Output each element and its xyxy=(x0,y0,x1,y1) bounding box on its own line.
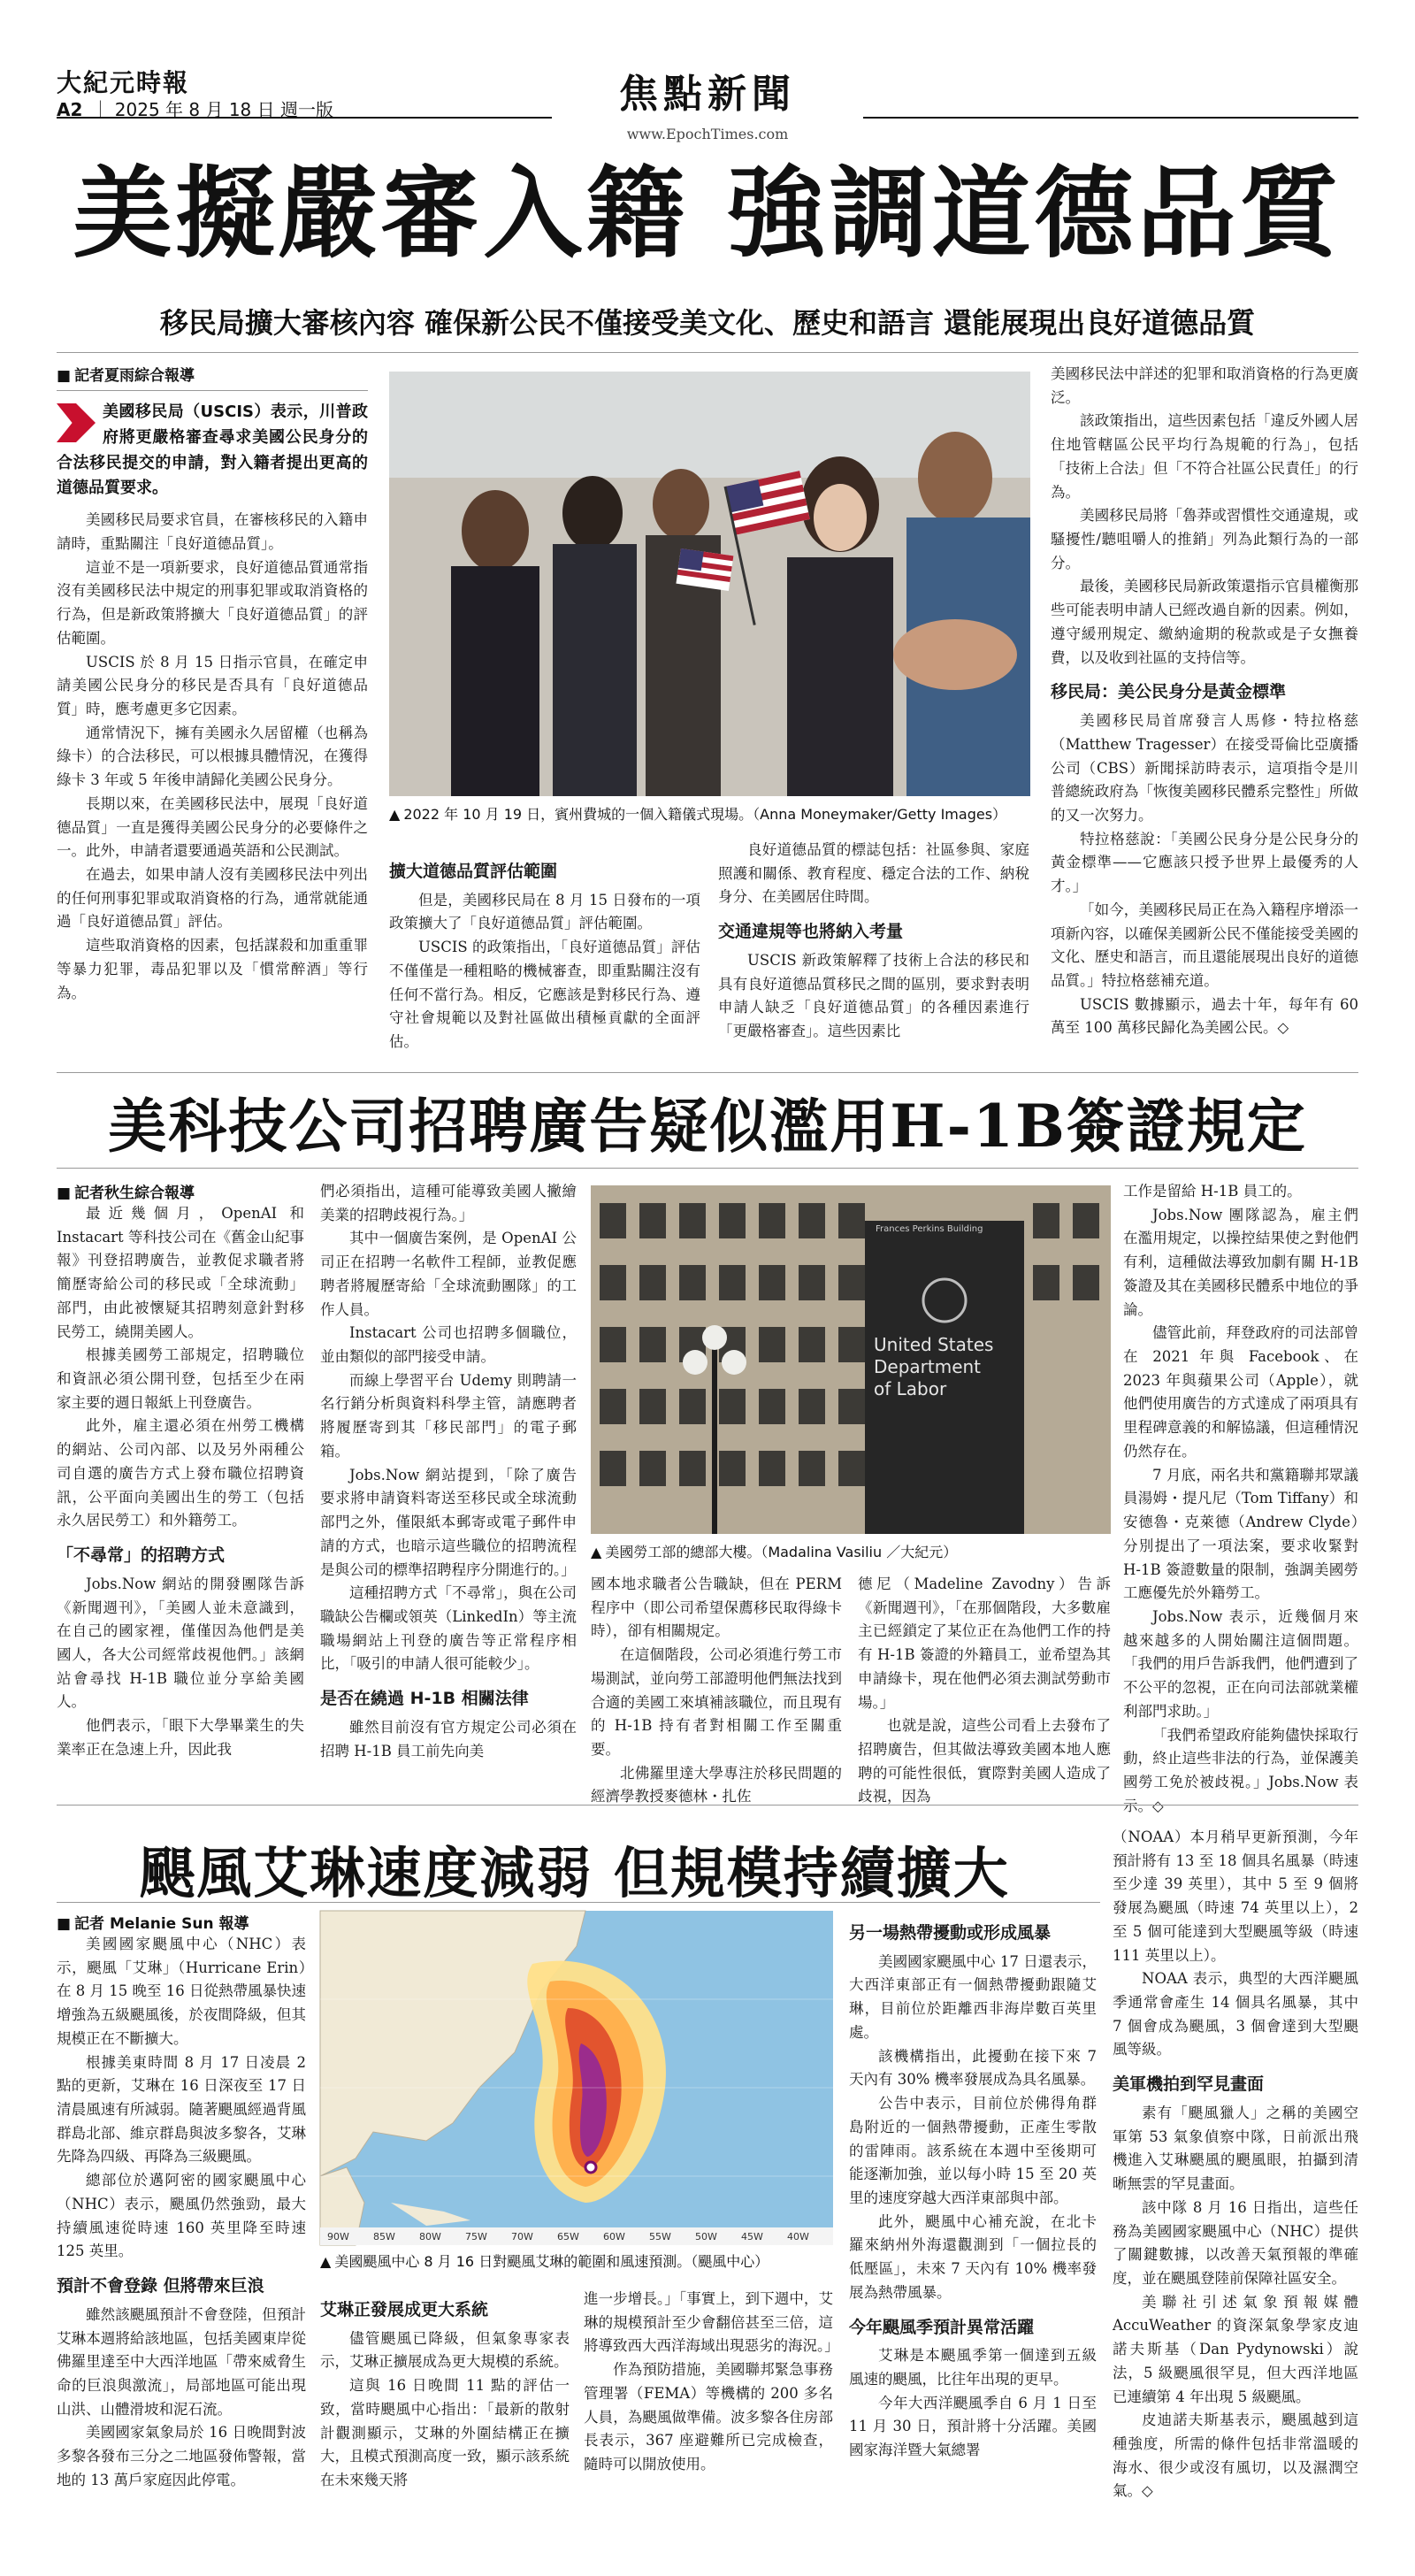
paragraph: 美國國家颶風中心 17 日還表示，大西洋東部正有一個熱帶擾動跟隨艾琳，目前位於距離西非海岸數百英里處。 xyxy=(849,1952,1097,2041)
map-longitude-label: 85W xyxy=(373,2231,395,2242)
paragraph: 長期以來，在美國移民法中，展現「良好道德品質」一直是獲得美國公民身分的必要條件之一。此外，申請者還要通過英語和公民測試。 xyxy=(57,794,368,860)
article3-byline: ■ 記者 Melanie Sun 報導 xyxy=(57,1911,306,1933)
article2-col4 xyxy=(858,1573,1111,1806)
sign-line: of Labor xyxy=(874,1378,947,1399)
paragraph: 美國國家氣象局於 16 日晚間對波多黎各發布三分之二地區發佈警報，當地的 13 萬戶家庭因此停電。 xyxy=(57,2424,306,2488)
paragraph: 國本地求職者公告職缺，但在 PERM 程序中（即公司希望保薦移民取得綠卡時），卻有相關規定。 xyxy=(591,1576,842,1640)
paragraph: 在這個階段，公司必須進行勞工市場測試，並向勞工部證明他們無法找到合適的美國工來填補該職位，而且現有的 H-1B 持有者對相關工作至關重要。 xyxy=(591,1646,842,1759)
issue-date: 2025 年 8 月 18 日 週一版 xyxy=(114,99,333,120)
subheading: 「不尋常」的招聘方式 xyxy=(57,1545,226,1566)
naturalization-ceremony-photo xyxy=(389,372,1030,796)
paragraph: 「我們希望政府能夠儘快採取行動，終止這些非法的行為，並保護美國勞工免於被歧視。」Jobs.Now 表示。◇ xyxy=(1123,1726,1358,1814)
subheading: 移民局：美公民身分是黃金標準 xyxy=(1051,682,1287,702)
paragraph: 皮迪諾夫斯基表示，颶風越到這種強度，所需的條件包括非常溫暖的海水、很少或沒有風切，以及濕潤空氣。◇ xyxy=(1113,2411,1358,2500)
article1-col3 xyxy=(718,839,1029,1065)
page-info: A2 ｜ 2025 年 8 月 18 日 週一版 xyxy=(57,99,333,120)
paragraph: 今年大西洋颶風季自 6 月 1 日至 11 月 30 日，預計將十分活躍。美國國家海洋暨大氣總署 xyxy=(849,2394,1097,2459)
paragraph: 北佛羅里達大學專注於移民問題的經濟學教授麥德林・扎佐 xyxy=(591,1764,842,1806)
paragraph: 作為預防措施，美國聯邦緊急事務管理署（FEMA）等機構的 200 多名人員，為颶風做準備。波多黎各住房部長表示，367 座避難所已完成檢查，隨時可以開放使用。 xyxy=(584,2361,833,2473)
article3-col4 xyxy=(849,1911,1097,2553)
masthead-logo: 大紀元時報 xyxy=(57,68,190,97)
article2-col1-body xyxy=(57,1202,304,1795)
article1-byline: ■ 記者夏雨綜合報導 xyxy=(57,363,368,385)
hurricane-forecast-map xyxy=(320,1911,833,2245)
paragraph: 此外，颶風中心補充說，在北卡羅來納州外海還觀測到「一個拉長的低壓區」，未來 7 天內有 10% 機率發展為熱帶風暴。 xyxy=(849,2212,1097,2301)
paragraph: 在過去，如果申請人沒有美國移民法中列出的任何刑事犯罪或取消資格的行為，通常就能通過「良好道德品質」評估。 xyxy=(57,865,368,931)
map-caption: ▲ 美國颶風中心 8 月 16 日對颶風艾琳的範圍和風速預測。（颶風中心） xyxy=(320,2252,833,2272)
paragraph: 該機構指出，此擾動在接下來 7 天內有 30% 機率發展成為具名風暴。 xyxy=(849,2047,1097,2089)
subheading: 美軍機拍到罕見畫面 xyxy=(1113,2074,1265,2095)
paragraph: 艾琳是本颶風季第一個達到五級風速的颶風，比往年出現的更早。 xyxy=(849,2347,1097,2388)
paragraph: 美聯社引述氣象預報媒體 AccuWeather 的資深氣象學家皮迪諾夫斯基（Dan Pydynowski）說法，5 級颶風很罕見，但大西洋地區已連續第 4 年出現 5 級颶風。 xyxy=(1113,2293,1358,2405)
paragraph: 根據美東時間 8 月 17 日凌晨 2 點的更新，艾琳在 16 日深夜至 17 日清晨風速有所減弱。隨著颶風經過背風群島北部、維京群島與波多黎各，艾琳先降為四級、再降為三級颶風。 xyxy=(57,2053,306,2166)
article3-headline: 颶風艾琳速度減弱 但規模持續擴大 xyxy=(140,1841,1010,1905)
paragraph: 這種招聘方式「不尋常」，與在公司職缺公告欄或領英（LinkedIn）等主流職場網站上刊登的廣告等正常程序相比，「吸引的申請人很可能較少」。 xyxy=(320,1584,577,1673)
paragraph: 素有「颶風獵人」之稱的美國空軍第 53 氣象偵察中隊，日前派出飛機進入艾琳颶風的颶風眼，拍攝到清晰無雲的罕見畫面。 xyxy=(1113,2104,1358,2193)
paragraph: 良好道德品質的標誌包括：社區參與、家庭照護和關係、教育程度、穩定合法的工作、納稅身分、在美國居住時間。 xyxy=(718,841,1029,906)
divider xyxy=(57,1902,1100,1903)
paragraph: 美國移民局將「魯莽或習慣性交通違規，或騷擾性/聽咀嚼人的推銷」列為此類行為的一部分。 xyxy=(1051,507,1358,571)
photo2-caption: ▲ 美國勞工部的總部大樓。（Madalina Vasiliu ／大紀元） xyxy=(591,1543,1111,1562)
paragraph: 公告中表示，目前位於佛得角群島附近的一個熱帶擾動，正產生零散的雷陣雨。該系統在本週中至後期可能逐漸加強，並以每小時 15 至 20 英里的速度穿越大西洋東部與中部。 xyxy=(849,2095,1097,2206)
paragraph: 雖然目前沒有官方規定公司必須在招聘 H-1B 員工前先向美 xyxy=(320,1718,577,1760)
divider xyxy=(57,1072,1358,1073)
article1-col1 xyxy=(57,363,368,1039)
sign-line: United States xyxy=(874,1334,994,1355)
paragraph: 也就是說，這些公司看上去發布了招聘廣告，但其做法導致美國本地人應聘的可能性很低，實際對美國人造成了歧視，因為 xyxy=(858,1717,1111,1806)
subheading: 擴大道德品質評估範圍 xyxy=(389,862,558,881)
paragraph: USCIS 數據顯示，過去十年，每年有 60 萬至 100 萬移民歸化為美國公民。◇ xyxy=(1051,995,1358,1037)
map-longitude-label: 40W xyxy=(787,2231,809,2242)
page-number: A2 xyxy=(57,99,83,120)
paragraph: 美國移民局首席發言人馬修・特拉格慈（Matthew Tragesser）在接受哥倫比亞廣播公司（CBS）新聞採訪時表示，這項指令是川普總統政府為「恢復美國移民體系完整性」所做的又一次努力。 xyxy=(1051,712,1358,824)
article1-subhead: 移民局擴大審核內容 確保新公民不僅接受美文化、歷史和語言 還能展現出良好道德品質 xyxy=(159,306,1256,340)
subheading: 預計不會登錄 但將帶來巨浪 xyxy=(57,2276,264,2296)
paragraph: 根據美國勞工部規定，招聘職位和資訊必須公開刊登，包括至少在兩家主要的週日報紙上刊登廣告。 xyxy=(57,1346,304,1411)
paragraph: 而線上學習平台 Udemy 則聘請一名行銷分析與資料科學主管，請應聘者將履歷寄到其「移民部門」的電子郵箱。 xyxy=(320,1371,577,1460)
paragraph: USCIS 於 8 月 15 日指示官員，在確定申請美國公民身分的移民是否具有「良好道德品質」時，應考慮更多它因素。 xyxy=(57,653,368,717)
paragraph: Jobs.Now 網站的開發團隊告訴《新聞週刊》，「美國人並未意識到，在自己的國家裡，僅僅因為他們是美國人，各大公司經常歧視他們。」該網站會尋找 H-1B 職位並分享給美國人。 xyxy=(57,1575,304,1711)
article3-col5 xyxy=(1113,1826,1358,2553)
article2-col1 xyxy=(57,1180,304,1795)
paragraph: 們必須指出，這種可能導致美國人撇繪美業的招聘歧視行為。」 xyxy=(320,1183,577,1223)
lead-arrow-icon xyxy=(57,403,96,442)
subheading: 另一場熱帶擾動或形成風暴 xyxy=(849,1923,1052,1943)
article2-col5 xyxy=(1123,1180,1358,1814)
divider xyxy=(57,352,1358,353)
subheading: 是否在繞過 H-1B 相關法律 xyxy=(320,1689,529,1709)
paragraph: 德尼（Madeline Zavodny）告訴《新聞週刊》，「在那個階段，大多數雇主已經鎖定了某位正在為他們工作的持有 H-1B 簽證的外籍員工，並希望為其申請綠卡，現在他們必須去測試勞動市場。」 xyxy=(858,1576,1111,1711)
paragraph: 這並不是一項新要求，良好道德品質通常指沒有美國移民法中規定的刑事犯罪或取消資格的行為，但是新政策將擴大「良好道德品質」的評估範圍。 xyxy=(57,558,368,647)
section-title: 焦點新聞 xyxy=(619,72,796,117)
photo1-caption: ▲ 2022 年 10 月 19 日，賓州費城的一個入籍儀式現場。（Anna Moneymaker/Getty Images） xyxy=(389,805,1030,824)
paragraph: 最近幾個月，OpenAI 和 Instacart 等科技公司在《舊金山紀事報》刊登招聘廣告，並教促求職者將簡歷寄給公司的移民或「全球流動」部門，由此被懷疑其招聘刻意針對移民勞工，繞開美國人。 xyxy=(57,1205,304,1340)
paragraph: 儘管颶風已降級，但氣象專家表示，艾琳正擴展成為更大規模的系統。 xyxy=(320,2329,570,2371)
paragraph: Jobs.Now 網站提到，「除了廣告要求將申請資料寄送至移民或全球流動部門之外，僅限紙本郵寄或電子郵件申請的方式，也暗示這些職位的招聘流程是與公司的標準招聘程序分開進行的。」 xyxy=(320,1466,577,1578)
subheading: 今年颶風季預計異常活躍 xyxy=(849,2317,1035,2337)
map-longitude-label: 75W xyxy=(465,2231,487,2242)
map-longitude-label: 70W xyxy=(511,2231,533,2242)
map-longitude-label: 45W xyxy=(741,2231,763,2242)
paragraph: 其中一個廣告案例，是 OpenAI 公司正在招聘一名軟件工程師，並教促應聘者將履歷寄給「全球流動團隊」的工作人員。 xyxy=(320,1230,577,1318)
paragraph: USCIS 新政策解釋了技術上合法的移民和具有良好道德品質移民之間的區別，要求對表明申請人缺乏「良好道德品質」的各種因素進行「更嚴格審查」。這些因素比 xyxy=(718,951,1029,1040)
divider xyxy=(57,1805,1358,1806)
paragraph: 7 月底，兩名共和黨籍聯邦眾議員湯姆・提凡尼（Tom Tiffany）和安德魯・克萊德（Andrew Clyde）分別提出了一項法案，要求收緊對 H-1B 簽證數量的限制，強調美國勞工應優先於外籍勞工。 xyxy=(1123,1466,1358,1602)
paragraph: 通常情況下，擁有美國永久居留權（也稱為綠卡）的合法移民，可以根據具體情況，在獲得綠卡 3 年或 5 年後申請歸化美國公民身分。 xyxy=(57,724,368,789)
article1-headline: 美擬嚴審入籍 強調道德品質 xyxy=(73,156,1342,272)
article1-lead xyxy=(57,400,368,502)
map-longitude-label: 50W xyxy=(695,2231,717,2242)
paragraph: 這些取消資格的因素，包括謀殺和加重重罪等暴力犯罪，毒品犯罪以及「慣常醉酒」等行為。 xyxy=(57,937,368,1001)
paragraph: 最後，美國移民局新政策還指示官員權衡那些可能表明申請人已經改過自新的因素。例如，遵守緩刑規定、繳納逾期的稅款或是子女撫養費，以及收到社區的支持信等。 xyxy=(1051,578,1358,666)
paragraph: 這與 16 日晚間 11 點的評估一致，當時颶風中心指出：「最新的散射計觀測顯示，艾琳的外圍結構正在擴大，且模式預測高度一致，顯示該系統在未來幾天將 xyxy=(320,2377,570,2489)
paragraph: Jobs.Now 表示，近幾個月來越來越多的人開始關注這個問題。「我們的用戶告訴我們，他們遭到了不公平的忽視，正在向司法部就業權利部門求助。」 xyxy=(1123,1607,1358,1720)
paragraph: 該中隊 8 月 16 日指出，這些任務為美國國家颶風中心（NHC）提供了關鍵數據，以改善天氣預報的準確度，並在颶風登陸前保障社區安全。 xyxy=(1113,2198,1358,2287)
paragraph: NOAA 表示，典型的大西洋颶風季通常會產生 14 個具名風暴，其中 7 個會成為颶風，3 個會達到大型颶風等級。 xyxy=(1113,1970,1358,2058)
paragraph: 雖然該颶風預計不會登陸，但預計艾琳本週將給該地區，包括美國東岸從佛羅里達至中大西洋地區「帶來威脅生命的巨浪與激流」，局部地區可能出現山洪、山體滑坡和泥石流。 xyxy=(57,2305,306,2418)
paragraph: 他們表示，「眼下大學畢業生的失業率正在急速上升，因此我 xyxy=(57,1717,304,1758)
article2-headline: 美科技公司招聘廣告疑似濫用H-1B簽證規定 xyxy=(108,1092,1307,1161)
article2-col3 xyxy=(591,1573,842,1806)
paragraph: 特拉格慈說：「美國公民身分是公民身分的黃金標準——它應該只授予世界上最優秀的人才。」 xyxy=(1051,830,1358,895)
paragraph: （NOAA）本月稍早更新預測，今年預計將有 13 至 18 個具名風暴（時速至少達 39 英里），其中 5 至 9 個將發展為颶風（時速 74 英里以上），2 至 5 個可能達到大型颶風等級（時速 111 英里以上）。 xyxy=(1113,1828,1358,1964)
subheading: 艾琳正發展成更大系統 xyxy=(320,2300,489,2319)
paragraph: 該政策指出，這些因素包括「違反外國人居住地管轄區公民平均行為規範的行為」，包括「技術上合法」但「不符合社區公民責任」的行為。 xyxy=(1051,412,1358,501)
paragraph: 工作是留給 H-1B 員工的。 xyxy=(1123,1183,1302,1200)
map-longitude-label: 55W xyxy=(649,2231,671,2242)
article1-lead-text: 美國移民局（USCIS）表示，川普政府將更嚴格審查尋求美國公民身分的合法移民提交的申請，對入籍者提出更高的道德品質要求。 xyxy=(57,402,368,498)
paragraph: 但是，美國移民局在 8 月 15 日發布的一項政策擴大了「良好道德品質」評估範圍。 xyxy=(389,891,700,932)
masthead-rule-right xyxy=(863,117,1358,119)
article3-col2 xyxy=(320,2288,570,2553)
map-longitude-label: 65W xyxy=(557,2231,579,2242)
map-longitude-label: 90W xyxy=(327,2231,349,2242)
map-longitude-label: 80W xyxy=(419,2231,441,2242)
article3-col3 xyxy=(584,2288,839,2553)
paragraph: Jobs.Now 團隊認為，雇主們在濫用規定，以操控結果使之對他們有利，這種做法導致加劇有關 H-1B 簽證及其在美國移民體系中地位的爭論。 xyxy=(1123,1206,1358,1318)
masthead-rule-left xyxy=(57,117,552,119)
paragraph: 儘管此前，拜登政府的司法部曾在 2021 年與 Facebook、在 2023 年與蘋果公司（Apple），就他們使用廣告的方式達成了兩項具有里程碑意義的和解協議，但這種情況仍然存在。 xyxy=(1123,1324,1358,1460)
article1-col1-body xyxy=(57,509,368,1039)
article2-col2 xyxy=(320,1180,577,1782)
article1-col4 xyxy=(1051,363,1358,1070)
subheading: 交通違規等也將納入考量 xyxy=(718,922,904,942)
paragraph: Instacart 公司也招聘多個職位，並由類似的部門接受申請。 xyxy=(320,1324,577,1366)
paragraph: 美國移民法中詳述的犯罪和取消資格的行為更廣泛。 xyxy=(1051,365,1358,406)
site-url: www.EpochTimes.com xyxy=(626,126,789,142)
department-sign xyxy=(874,1334,993,1400)
paragraph: 總部位於邁阿密的國家颶風中心（NHC）表示，颶風仍然強勁，最大持續風速從時速 160 英里降至時速 125 英里。 xyxy=(57,2172,306,2260)
sign-line: Department xyxy=(874,1356,982,1377)
byline-rule xyxy=(57,390,368,391)
labor-department-photo xyxy=(591,1185,1111,1534)
paragraph: USCIS 的政策指出，「良好道德品質」評估不僅僅是一種粗略的機械審查，即重點關注沒有任何不當行為。相反，它應該是對移民行為、遵守社會規範以及對社區做出積極貢獻的全面評估。 xyxy=(389,939,700,1051)
article2-byline: ■ 記者秋生綜合報導 xyxy=(57,1180,304,1202)
paragraph: 此外，雇主還必須在州勞工機構的網站、公司內部、以及另外兩種公司自選的廣告方式上發布職位招聘資訊，公平面向美國出生的勞工（包括永久居民勞工）和外籍勞工。 xyxy=(57,1417,304,1530)
paragraph: 美國國家颶風中心（NHC）表示，颶風「艾琳」（Hurricane Erin）在 8 月 15 晚至 16 日從熱帶風暴快速增強為五級颶風後，於夜間降級，但其規模正在不斷擴大。 xyxy=(57,1936,306,2047)
paragraph: 美國移民局要求官員，在審核移民的入籍申請時，重點關注「良好道德品質」。 xyxy=(57,511,368,552)
article3-col1 xyxy=(57,1911,306,2552)
article1-col2 xyxy=(389,849,700,1079)
building-name: Frances Perkins Building xyxy=(876,1224,983,1234)
paragraph: 進一步增長。」「事實上，到下週中，艾琳的規模預計至少會翻倍甚至三倍，這將導致西大西洋海域出現惡劣的海況。」 xyxy=(584,2290,839,2355)
map-longitude-label: 60W xyxy=(603,2231,625,2242)
article3-col1-body xyxy=(57,1933,306,2552)
paragraph: 「如今，美國移民局正在為入籍程序增添一項新內容，以確保美國新公民不僅能接受美國的文化、歷史和語言，而且還能展現出良好的道德品質。」特拉格慈補充道。 xyxy=(1051,901,1358,990)
divider xyxy=(57,1168,1358,1169)
